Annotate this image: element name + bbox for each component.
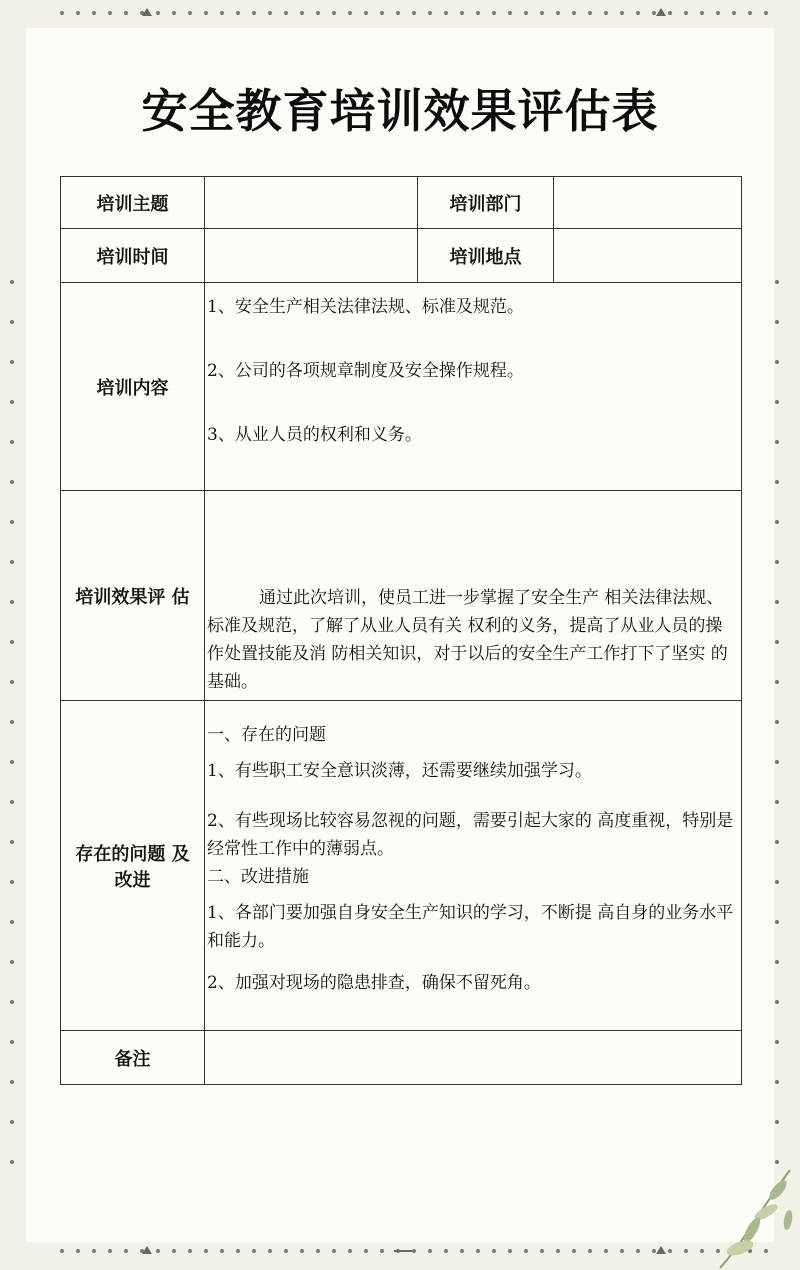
border-dot [775,560,779,564]
border-dot [492,1249,496,1253]
leaf-branch-decoration [700,1160,800,1270]
border-dot [775,440,779,444]
border-dot [540,11,544,15]
training-time-label: 培训时间 [61,229,205,283]
border-dot [556,11,560,15]
border-triangle [656,8,666,16]
border-dot [732,11,736,15]
training-department-label: 培训部门 [418,177,554,229]
problem-item-1: 1、有些职工安全意识淡薄，还需要继续加强学习。 [207,761,592,781]
border-dot [10,920,14,924]
border-dot [10,400,14,404]
border-dot [684,11,688,15]
border-dot [10,560,14,564]
border-dot [775,1080,779,1084]
border-dot [204,1249,208,1253]
form-row-content [61,283,742,491]
border-dot [10,960,14,964]
border-dot [284,11,288,15]
border-dot [636,11,640,15]
problem-item-2: 2、有些现场比较容易忽视的问题，需要引起大家的 高度重视，特别是经常性工作中的薄弱点。 [207,811,734,859]
issues-label-line-1: 存在的问题 及 [75,843,190,865]
training-effect-text: 通过此次培训，使员工进一步掌握了安全生产 相关法律法规、标准及规范，了解了从业人员有关 权利的义务，提高了从业人员的操作处置技能及消 防相关知识，对于以后的安全生产工作打下了坚实 的基础。 [207,588,728,692]
border-dot [10,840,14,844]
right-dotted-border [775,280,779,1180]
border-dot [316,11,320,15]
border-dot [604,11,608,15]
border-dot [380,1249,384,1253]
border-dot [10,760,14,764]
border-dot [508,1249,512,1253]
border-dot [172,11,176,15]
training-time-value[interactable] [205,229,418,283]
border-dot [108,11,112,15]
border-dot [252,11,256,15]
measure-item-2: 2、加强对现场的隐患排查，确保不留死角。 [207,973,541,993]
border-dot [668,1249,672,1253]
border-dot [348,11,352,15]
border-dot [364,11,368,15]
border-dot [220,1249,224,1253]
border-dot [775,1040,779,1044]
border-dot [156,11,160,15]
border-dot [775,1120,779,1124]
border-dot [268,1249,272,1253]
border-dot [620,11,624,15]
training-effect-label: 培训效果评 估 [61,491,205,701]
training-topic-label: 培训主题 [61,177,205,229]
border-dot [10,720,14,724]
border-dot [108,1249,112,1253]
border-dot [775,760,779,764]
border-dot [775,400,779,404]
border-triangle [142,8,152,16]
border-dot [236,11,240,15]
border-dot [92,11,96,15]
border-dot [236,1249,240,1253]
border-dot [300,1249,304,1253]
form-row-issues [61,701,742,1031]
border-dot [508,11,512,15]
border-dot [332,1249,336,1253]
border-dot [428,11,432,15]
border-dot [572,11,576,15]
border-dot [10,680,14,684]
measure-item-1: 1、各部门要加强自身安全生产知识的学习，不断提 高自身的业务水平和能力。 [207,903,734,951]
form-row-effect [61,491,742,701]
border-dot [775,320,779,324]
remarks-value[interactable] [205,1031,742,1085]
border-dot [775,480,779,484]
border-dot [572,1249,576,1253]
border-dot [252,1249,256,1253]
problems-heading: 一、存在的问题 [207,725,326,745]
content-item-1: 1、安全生产相关法律法规、标准及规范。 [207,297,524,317]
evaluation-form-table [60,176,742,1085]
border-dot [684,1249,688,1253]
training-location-label: 培训地点 [418,229,554,283]
border-dot [775,880,779,884]
border-dot [10,1000,14,1004]
document-title: 安全教育培训效果评估表 [141,84,659,138]
issues-label-line-2: 改进 [114,869,151,891]
border-dot [775,800,779,804]
border-dot [775,600,779,604]
border-dot [10,440,14,444]
border-dash [394,1250,412,1252]
border-dot [476,1249,480,1253]
border-dot [204,11,208,15]
border-dot [540,1249,544,1253]
top-dotted-border [0,8,800,18]
border-dot [188,11,192,15]
issues-improvement-cell [205,701,742,1031]
border-dot [748,11,752,15]
border-dot [775,280,779,284]
border-dot [76,1249,80,1253]
form-row-topic-department [61,177,742,229]
border-dot [124,11,128,15]
training-department-value[interactable] [554,177,742,229]
border-dot [348,1249,352,1253]
border-dot [524,11,528,15]
border-dot [60,11,64,15]
border-dot [716,11,720,15]
border-dot [10,640,14,644]
border-dot [700,11,704,15]
border-dot [76,11,80,15]
border-dot [775,1000,779,1004]
border-dot [775,960,779,964]
border-dot [668,11,672,15]
border-dot [764,11,768,15]
border-dot [332,11,336,15]
border-dot [10,1160,14,1164]
border-dot [775,720,779,724]
border-dot [124,1249,128,1253]
border-dot [775,520,779,524]
border-dot [380,11,384,15]
border-triangle [142,1246,152,1254]
training-location-value[interactable] [554,229,742,283]
border-dot [775,840,779,844]
border-dot [268,11,272,15]
border-dot [620,1249,624,1253]
border-dot [284,1249,288,1253]
border-dot [444,1249,448,1253]
border-dot [188,1249,192,1253]
border-triangle [656,1246,666,1254]
border-dot [10,600,14,604]
content-item-2: 2、公司的各项规章制度及安全操作规程。 [207,361,524,381]
border-dot [428,1249,432,1253]
form-row-remarks [61,1031,742,1085]
form-row-time-location [61,229,742,283]
border-dot [775,640,779,644]
border-dot [604,1249,608,1253]
border-dot [556,1249,560,1253]
border-dot [10,520,14,524]
border-dot [220,11,224,15]
border-dot [10,880,14,884]
border-dot [492,11,496,15]
issues-improvement-label [61,701,205,1031]
border-dot [412,11,416,15]
border-dot [588,1249,592,1253]
border-dot [156,1249,160,1253]
border-dot [300,11,304,15]
border-dot [460,11,464,15]
border-dot [588,11,592,15]
border-dot [364,1249,368,1253]
border-dot [172,1249,176,1253]
border-dot [10,1120,14,1124]
border-dot [10,1040,14,1044]
border-dot [636,1249,640,1253]
border-dot [92,1249,96,1253]
training-topic-value[interactable] [205,177,418,229]
border-dot [412,1249,416,1253]
border-dot [775,360,779,364]
training-effect-cell [205,491,742,701]
border-dot [444,11,448,15]
training-content-label: 培训内容 [61,283,205,491]
content-item-3: 3、从业人员的权利和义务。 [207,425,422,445]
border-dot [10,320,14,324]
border-dot [60,1249,64,1253]
bottom-dotted-border [0,1246,800,1256]
border-dot [775,680,779,684]
remarks-label: 备注 [61,1031,205,1085]
border-dot [10,1080,14,1084]
border-dot [10,480,14,484]
border-dot [460,1249,464,1253]
border-dot [10,800,14,804]
border-dot [396,11,400,15]
border-dot [10,360,14,364]
training-content-cell [205,283,742,491]
border-dot [476,11,480,15]
border-dot [775,920,779,924]
border-dot [10,280,14,284]
left-dotted-border [10,280,14,1180]
measures-heading: 二、改进措施 [207,867,309,887]
border-dot [524,1249,528,1253]
border-dot [316,1249,320,1253]
